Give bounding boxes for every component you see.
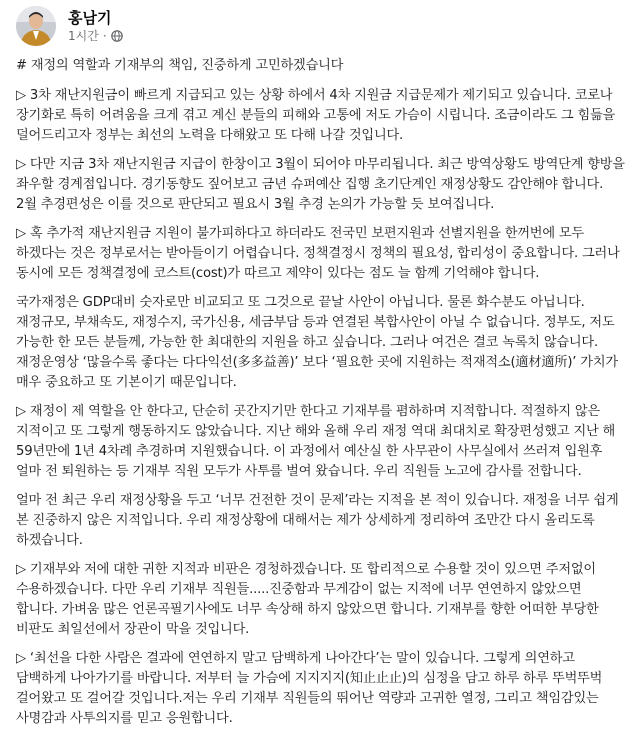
- post-paragraph: ▷ 재정이 제 역할을 안 한다고, 단순히 곳간지기만 한다고 기재부를 폄하하며 지적합니다. 적절하지 않은 지적이고 또 그렇게 행동하지도 않았습니다. 지난 해와 올해 우리 재정 역대 최대치로 확장편성했고 지난 해 59년만에 1년 4차례 추경하며 지원했습니다. 이 과정에서 예산실 한 사무관이 사무실에서 쓰러져 입원후 얼마 전 퇴원하는 등 기재부 직원 모두가 사투를 벌여 왔습니다. 우리 직원들 노고에 감사를 전합니다.: [16, 404, 616, 479]
- post-paragraph: ▷ 3차 재난지원금이 빠르게 지급되고 있는 상황 하에서 4차 지원금 지급문제가 제기되고 있습니다. 코로나 장기화로 특히 어려움을 크게 겪고 계신 분들의 피해와 고통에 저도 가슴이 시립니다. 조금이라도 그 힘듦을 덜어드리고자 정부는 최선의 노력을 다해왔고 또 다해 나갈 것입니다.: [16, 88, 616, 143]
- post-paragraph: 국가재정은 GDP대비 숫자로만 비교되고 또 그것으로 끝날 사안이 아닙니다. 물론 화수분도 아닙니다. 재정규모, 부채속도, 재정수지, 국가신용, 세금부담 등과 연결된 복합사안이 아닐 수 없습니다. 정부도, 저도 가능한 한 모든 분들께, 가능한 한 최대한의 지원을 하고 싶습니다. 그러나 여건은 결코 녹록치 않습니다. 재정운영상 ‘많을수록 좋다는 다다익선(多多益善)’ 보다 ‘필요한 곳에 지원하는 적재적소(適材適所)’ 가치가 매우 중요하고 또 기본이기 때문입니다.: [16, 295, 618, 390]
- post-paragraph: ▷ 혹 추가적 재난지원금 지원이 불가피하다고 하더라도 전국민 보편지원과 선별지원을 한꺼번에 모두 하겠다는 것은 정부로서는 받아들이기 어렵습니다. 정책결정시 정책의 필요성, 합리성이 중요합니다. 그러나 동시에 모든 정책결정에 코스트(cost)가 따르고 제약이 있다는 점도 늘 함께 기억해야 합니다.: [16, 226, 620, 281]
- post-body: [16, 56, 626, 729]
- post-paragraph: ▷ ‘최선을 다한 사람은 결과에 연연하지 말고 담백하게 나아간다’는 말이 있습니다. 그렇게 의연하고 담백하게 나아가기를 바랍니다. 저부터 늘 가슴에 지지지지(知止止止)의 심정을 담고 하루 하루 뚜벅뚜벅 걸어왔고 또 걸어갈 것입니다.저는 우리 기재부 직원들의 뛰어난 역량과 고귀한 열정, 그리고 책임감있는 사명감과 사투의지를 믿고 응원합니다.: [16, 651, 603, 726]
- post-timestamp[interactable]: 1시간: [68, 28, 99, 43]
- globe-icon[interactable]: [111, 30, 123, 42]
- post-paragraph: ▷ 다만 지금 3차 재난지원금 지급이 한창이고 3월이 되어야 마무리됩니다. 최근 방역상황도 방역단계 향방을 좌우할 경계점입니다. 경기동향도 짚어보고 금년 슈퍼예산 집행 초기단계인 재정상황도 감안해야 합니다. 2월 추경편성은 이를 것으로 판단되고 필요시 3월 추경 논의가 가능할 듯 보여집니다.: [16, 157, 625, 212]
- post-header: [16, 6, 626, 46]
- post-title: # 재정의 역할과 기재부의 책임, 진중하게 고민하겠습니다: [16, 58, 344, 73]
- avatar[interactable]: [16, 6, 56, 46]
- profile-photo: [16, 6, 56, 46]
- post-meta: [68, 28, 123, 44]
- author-name[interactable]: 홍남기: [68, 8, 112, 27]
- post-paragraph: ▷ 기재부와 저에 대한 귀한 지적과 비판은 경청하겠습니다. 또 합리적으로 수용할 것이 있으면 주저없이 수용하겠습니다. 다만 우리 기재부 직원들.....진중함과 무게감이 없는 지적에 너무 연연하지 않았으면 합니다. 가벼움 많은 언론곡필기사에도 너무 속상해 하지 않았으면 합니다. 기재부를 향한 어떠한 부당한 비판도 최일선에서 장관이 막을 것입니다.: [16, 562, 599, 637]
- post-paragraph: 얼마 전 최근 우리 재정상황을 두고 ‘너무 건전한 것이 문제’라는 지적을 본 적이 있습니다. 재정을 너무 쉽게 본 진중하지 않은 지적입니다. 우리 재정상황에 대해서는 제가 상세하게 정리하여 조만간 다시 올리도록 하겠습니다.: [16, 493, 619, 548]
- meta-separator: ·: [102, 28, 107, 43]
